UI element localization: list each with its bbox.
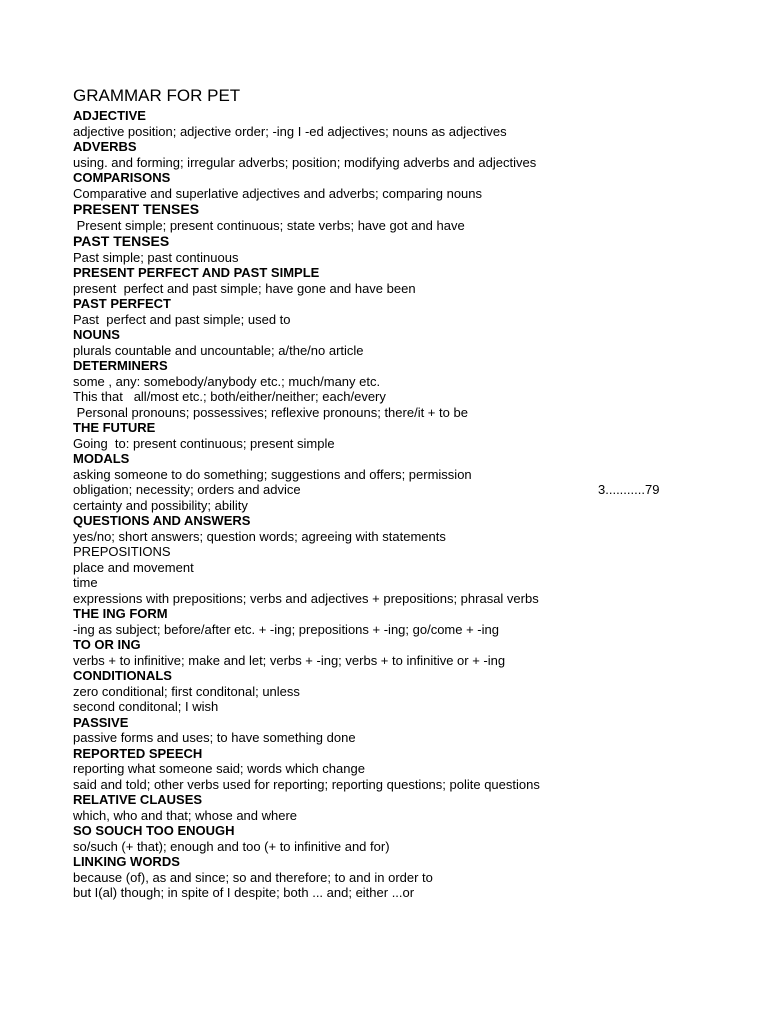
section-heading-prepositions: PREPOSITIONS — [73, 544, 171, 559]
section-heading-to-or-ing: TO OR ING — [73, 637, 141, 652]
section-line: expressions with prepositions; verbs and adjectives + prepositions; phrasal verbs — [73, 590, 539, 606]
section-line: yes/no; short answers; question words; agreeing with statements — [73, 528, 446, 544]
section-line: Present simple; present continuous; state verbs; have got and have — [73, 217, 465, 233]
section-heading-present-tenses: PRESENT TENSES — [73, 201, 200, 217]
section-line: passive forms and uses; to have something done — [73, 730, 356, 745]
page-reference: 3...........79 — [598, 482, 660, 497]
section-heading-past-tenses: PAST TENSES — [73, 233, 170, 249]
document-page — [73, 86, 733, 901]
section-line: so/such (+ that); enough and too (+ to infinitive and for) — [73, 838, 390, 854]
section-line: present perfect and past simple; have gone and have been — [73, 280, 416, 296]
section-line: verbs + to infinitive; make and let; verbs + -ing; verbs + to infinitive or + -ing — [73, 652, 506, 668]
section-line: This that all/most etc.; both/either/neither; each/every — [73, 389, 386, 404]
section-line: plurals countable and uncountable; a/the/no article — [73, 342, 364, 358]
section-heading-the-future: THE FUTURE — [73, 420, 156, 435]
section-line: Comparative and superlative adjectives and adverbs; comparing nouns — [73, 185, 483, 201]
section-line: second conditonal; I wish — [73, 699, 219, 714]
section-heading-determiners: DETERMINERS — [73, 358, 168, 373]
section-heading-so-such-too-enough: SO SOUCH TOO ENOUGH — [73, 823, 235, 838]
section-line: said and told; other verbs used for reporting; reporting questions; polite questions — [73, 776, 540, 792]
section-line: Going to: present continuous; present simple — [73, 435, 335, 451]
section-heading-present-perfect: PRESENT PERFECT AND PAST SIMPLE — [73, 265, 320, 280]
section-heading-relative-clauses: RELATIVE CLAUSES — [73, 792, 203, 807]
section-line: asking someone to do something; suggestions and offers; permission — [73, 466, 472, 482]
section-line: reporting what someone said; words which change — [73, 761, 365, 776]
section-heading-the-ing-form: THE ING FORM — [73, 606, 168, 621]
section-line: adjective position; adjective order; -ing I -ed adjectives; nouns as adjectives — [73, 123, 507, 139]
section-heading-comparisons: COMPARISONS — [73, 170, 171, 185]
section-line: but I(al) though; in spite of I despite; both ... and; either ...or — [73, 885, 415, 900]
section-heading-reported-speech: REPORTED SPEECH — [73, 745, 203, 761]
section-line: -ing as subject; before/after etc. + -ing; prepositions + -ing; go/come + -ing — [73, 621, 499, 637]
section-heading-linking-words: LINKING WORDS — [73, 854, 180, 869]
section-line: using. and forming; irregular adverbs; position; modifying adverbs and adjectives — [73, 154, 537, 170]
section-line: place and movement — [73, 559, 194, 575]
section-line: certainty and possibility; ability — [73, 497, 248, 513]
section-line: which, who and that; whose and where — [73, 807, 298, 823]
section-line-text: obligation; necessity; orders and advice — [73, 482, 301, 497]
section-heading-adverbs: ADVERBS — [73, 139, 137, 154]
section-line: Past simple; past continuous — [73, 249, 239, 265]
section-line: because (of), as and since; so and therefore; to and in order to — [73, 869, 433, 885]
section-line: time — [73, 575, 98, 590]
section-line-with-page-ref — [73, 482, 733, 498]
section-line: zero conditional; first conditonal; unless — [73, 683, 300, 699]
section-line: some , any: somebody/anybody etc.; much/many etc. — [73, 373, 381, 389]
section-heading-past-perfect: PAST PERFECT — [73, 296, 171, 311]
section-heading-questions-and-answers: QUESTIONS AND ANSWERS — [73, 513, 251, 528]
section-line: Personal pronouns; possessives; reflexive pronouns; there/it + to be — [73, 404, 468, 420]
section-heading-nouns: NOUNS — [73, 327, 120, 342]
section-heading-passive: PASSIVE — [73, 714, 129, 730]
section-heading-adjective: ADJECTIVE — [73, 108, 146, 123]
section-heading-conditionals: CONDITIONALS — [73, 668, 172, 683]
document-title: GRAMMAR FOR PET — [73, 86, 241, 105]
section-heading-modals: MODALS — [73, 451, 130, 466]
section-line: Past perfect and past simple; used to — [73, 311, 291, 327]
